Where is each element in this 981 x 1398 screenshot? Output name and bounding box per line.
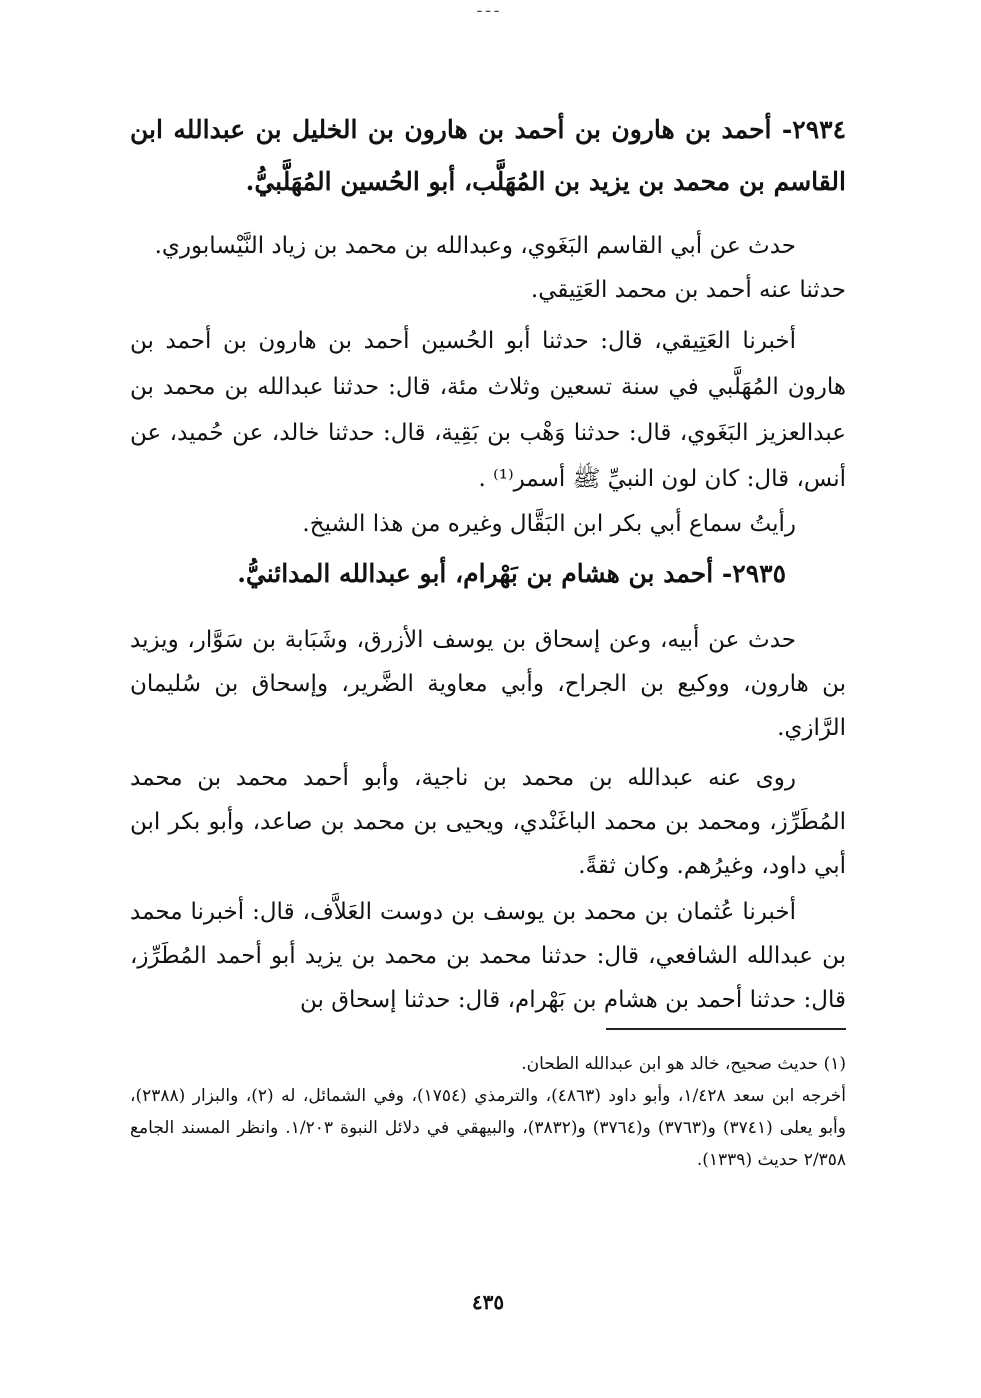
entry-2935-paragraph-1: حدث عن أبيه، وعن إسحاق بن يوسف الأزرق، وشَبَابة بن سَوَّار، ويزيد بن هارون، ووكيع بن الجراح، وأبي معاوية الضَّرير، وإسحاق بن سُليمان الرَّازي.: [130, 627, 846, 741]
entry-2934-paragraph-1: حدث عن أبي القاسم البَغَوي، وعبدالله بن محمد بن زياد النَّيْسابوري.: [154, 233, 796, 259]
entry-2934-paragraph-4: رأيتُ سماع أبي بكر ابن البَقَّال وغيره من هذا الشيخ.: [302, 511, 796, 537]
footnote-separator: [606, 1028, 846, 1030]
entry-2935-paragraph-2: روى عنه عبدالله بن محمد بن ناجية، وأبو أحمد محمد بن محمد المُطَرِّز، ومحمد بن محمد الباغَنْدي، ويحيى بن محمد بن صاعد، وأبو بكر ابن أبي داود، وغيرُهم. وكان ثقةً.: [130, 765, 846, 879]
entry-2935-paragraph-3: أخبرنا عُثمان بن محمد بن يوسف بن دوست العَلاَّف، قال: أخبرنا محمد بن عبدالله الشافعي، قال: حدثنا محمد بن محمد بن يزيد أبو أحمد المُطَرِّز، قال: حدثنا أحمد بن هشام بن بَهْرام، قال: حدثنا إسحاق بن: [130, 899, 846, 1013]
footnotes: [130, 1048, 846, 1176]
footnote-1-heading: (١) حديث صحيح، خالد هو ابن عبدالله الطحان.: [521, 1054, 846, 1074]
page-number: ٤٣٥: [471, 1290, 505, 1314]
entry-2935-heading: ٢٩٣٥- أحمد بن هشام بن بَهْرام، أبو عبدالله المدائنيُّ.: [237, 559, 786, 588]
book-page: [130, 0, 846, 1398]
entry-2934-paragraph-2: حدثنا عنه أحمد بن محمد العَتِيقي.: [530, 277, 846, 303]
page-top-mark: ـ ـ ـ: [477, 0, 499, 16]
footnote-1-body: أخرجه ابن سعد ١/٤٢٨، وأبو داود (٤٨٦٣)، والترمذي (١٧٥٤)، وفي الشمائل، له (٢)، والبزار (٢٣٨٨)، وأبو يعلى (٣٧٤١) و(٣٧٦٣) و(٣٧٦٤) و(٣٨٣٢)، والبيهقي في دلائل النبوة ١/٢٠٣. وانظر المسند الجامع ٢/٣٥٨ حديث (١٣٣٩).: [130, 1086, 846, 1170]
entry-2934-heading: ٢٩٣٤- أحمد بن هارون بن أحمد بن هارون بن الخليل بن عبدالله ابن القاسم بن محمد بن يزيد بن المُهَلَّب، أبو الحُسين المُهَلَّبيُّ.: [130, 115, 846, 196]
entry-2934-paragraph-3: أخبرنا العَتِيقي، قال: حدثنا أبو الحُسين أحمد بن هارون بن أحمد بن هارون المُهَلَّبي في سنة تسعين وثلاث مئة، قال: حدثنا عبدالله بن محمد بن عبدالعزيز البَغَوي، قال: حدثنا وَهْب بن بَقِية، قال: حدثنا خالد، عن حُميد، عن أنس، قال: كان لون النبيِّ ﷺ أسمر⁽¹⁾ .: [130, 328, 846, 492]
